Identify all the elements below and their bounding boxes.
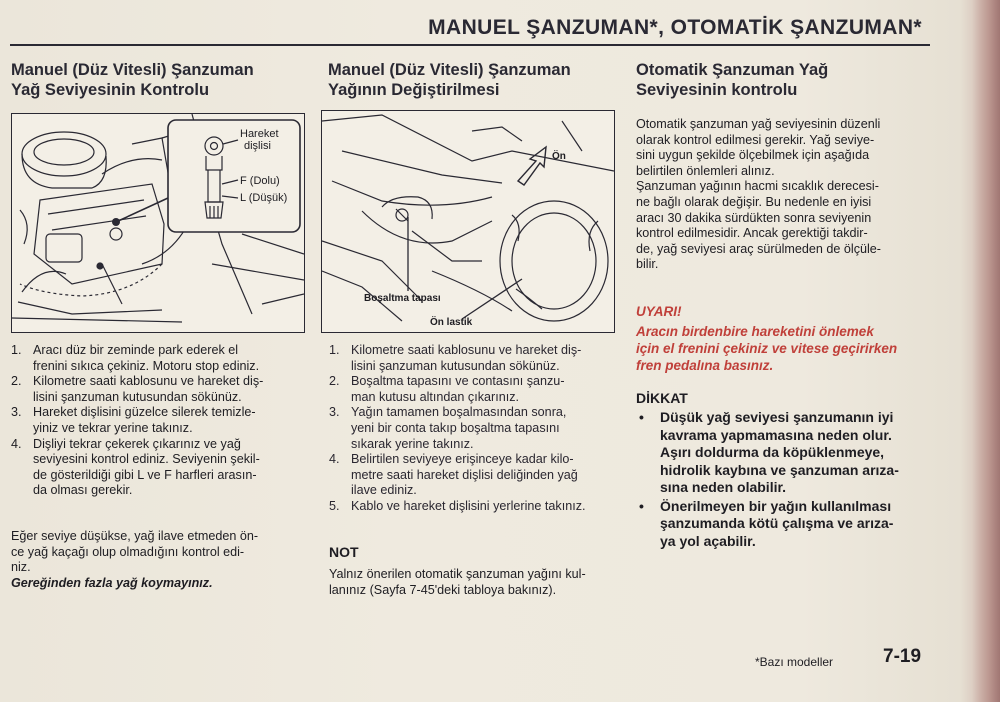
bullet-icon: • xyxy=(639,409,644,425)
step-item: 3. Yağın tamamen boşalmasından sonra, yeni bir conta takıp boşaltma tapasını sıkarak yerine takınız. xyxy=(329,405,567,451)
warning-title: UYARI! xyxy=(636,304,682,319)
label-front: Ön xyxy=(552,151,566,162)
engine-bay-illustration xyxy=(12,114,304,332)
label-low: L (Düşük) xyxy=(240,192,288,204)
step-item: 2. Kilometre saati kablosunu ve hareket diş- lisini şanzuman kutusundan sökünüz. xyxy=(11,374,264,404)
caution-title: DİKKAT xyxy=(636,390,688,406)
step-item: 4. Belirtilen seviyeye erişinceye kadar kilo- metre saati hareket dişlisi deliğinden yağ ilave ediniz. xyxy=(329,452,578,498)
figure-drain-plug xyxy=(321,110,615,333)
footer-note: *Bazı modeller xyxy=(755,655,834,669)
section-title-line1: Manuel (Düz Vitesli) Şanzuman xyxy=(328,61,571,79)
section-title-line2: Yağ Seviyesinin Kontrolu xyxy=(11,81,210,99)
step-item: 1. Kilometre saati kablosunu ve hareket diş- lisini şanzuman kutusundan sökünüz. xyxy=(329,343,582,373)
caution-item: • Düşük yağ seviyesi şanzumanın iyi kavrama yapmamasına neden olur. Aşırı doldurma da köpüklenmeye, hidrolik kaybına ve şanzuman arıza- sına neden olabilir. xyxy=(639,409,899,495)
section-manual-oil-level-check xyxy=(11,60,305,100)
page-binding-shadow xyxy=(972,0,1000,702)
label-full: F (Dolu) xyxy=(240,175,280,187)
caution-list xyxy=(636,409,932,551)
step-item: 2. Boşaltma tapasını ve contasını şanzu- man kutusu altından çıkarınız. xyxy=(329,374,565,404)
section-manual-oil-change xyxy=(328,60,618,100)
caution-item: • Önerilmeyen bir yağın kullanılması şanzumanda kötü çalışma ve arıza- ya yol açabilir. xyxy=(639,497,894,549)
overfill-warning: Gereğinden fazla yağ koymayınız. xyxy=(11,575,213,590)
manual-check-steps xyxy=(11,343,305,499)
label-gear-line2: dişlisi xyxy=(244,140,271,152)
step-item: 4. Dişliyi tekrar çekerek çıkarınız ve yağ seviyesini kontrol ediniz. Seviyenin şekil- de gösterildiği gibi L ve F harfleri arasın- da olması gerekir. xyxy=(11,436,260,498)
section-title-line2: Yağının Değiştirilmesi xyxy=(328,81,500,99)
header-rule xyxy=(10,44,930,46)
label-gear: Hareket xyxy=(240,128,279,140)
page-header-title: MANUEL ŞANZUMAN*, OTOMATİK ŞANZUMAN* xyxy=(428,16,922,39)
oil-leak-warning: Eğer seviye düşükse, yağ ilave etmeden ön- ce yağ kaçağı olup olmadığını kontrol edi- niz. Gereğinden fazla yağ koymayınız. xyxy=(11,529,259,590)
step-item: 1. Aracı düz bir zeminde park ederek el frenini sıkıca çekiniz. Motoru stop ediniz. xyxy=(11,343,260,373)
underbody-illustration xyxy=(322,111,614,332)
label-drain-plug: Boşaltma tapası xyxy=(364,293,441,304)
section-automatic-oil-level-check xyxy=(636,60,932,100)
automatic-intro-paragraph: Otomatik şanzuman yağ seviyesinin düzenli olarak kontrol edilmesi gerekir. Yağ seviye- sini uygun şekilde ölçebilmek için aşağıda belirtilen önlemleri alınız. Şanzuman yağının hacmi sıcaklık derecesi- ne bağlı olarak değişir. Bu nedenle en iyisi aracı 30 dakika sürdükten sonra seviyenin kontrol edilmesidir. Ancak gerektiği takdir- de, yağ seviyesi araç sürülmeden de ölçüle- bilir. xyxy=(636,117,882,272)
note-text: Yalnız önerilen otomatik şanzuman yağını kul- lanınız (Sayfa 7-45'deki tabloya bakınız). xyxy=(329,567,586,597)
page-number: 7-19 xyxy=(883,646,922,667)
figure-dipstick-location xyxy=(11,113,305,333)
bullet-icon: • xyxy=(639,497,644,514)
warning-text: Aracın birdenbire hareketini önlemek için el frenini çekiniz ve vitese geçirirken fren pedalına basınız. xyxy=(636,324,898,373)
note-title: NOT xyxy=(329,544,359,560)
oil-change-steps xyxy=(329,343,619,515)
section-title-line2: Seviyesinin kontrolu xyxy=(636,81,798,99)
label-front-tire: Ön lastik xyxy=(430,317,473,328)
section-title-line1: Otomatik Şanzuman Yağ xyxy=(636,61,829,79)
section-title-line1: Manuel (Düz Vitesli) Şanzuman xyxy=(11,61,254,79)
step-item: 5. Kablo ve hareket dişlisini yerlerine takınız. xyxy=(329,498,586,513)
step-item: 3. Hareket dişlisini güzelce silerek temizle- yiniz ve tekrar yerine takınız. xyxy=(11,405,256,435)
